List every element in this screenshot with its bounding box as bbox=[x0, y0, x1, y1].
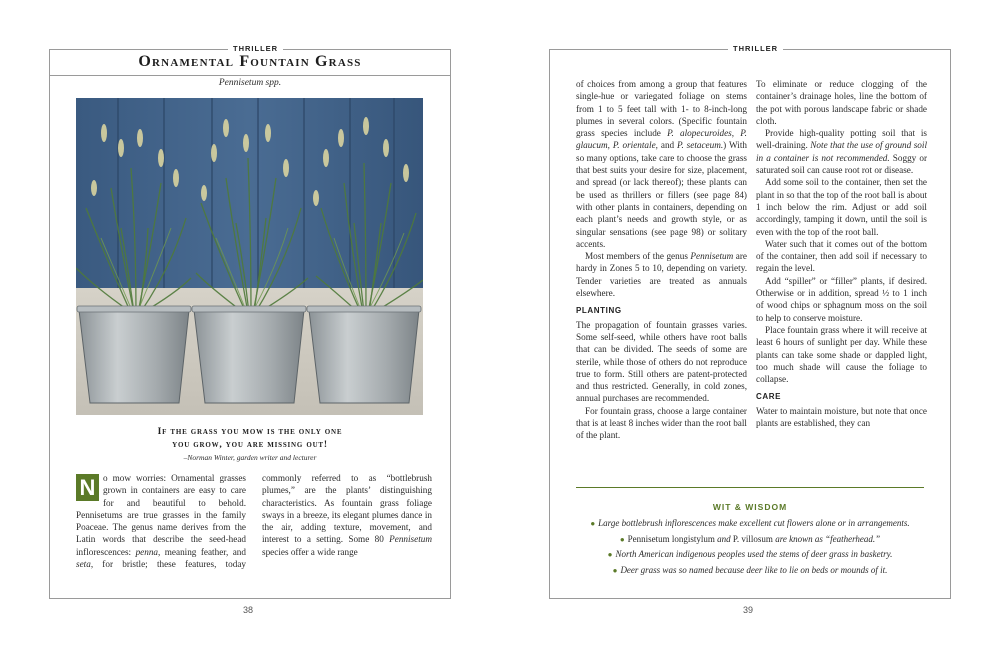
quote-line-1: If the grass you mow is the only one bbox=[157, 427, 343, 437]
wit-wisdom-heading: WIT & WISDOM bbox=[712, 502, 788, 512]
page-number-right: 39 bbox=[743, 605, 754, 615]
bullet-icon: ● bbox=[612, 565, 618, 575]
bullet-icon: ● bbox=[607, 550, 613, 559]
wit-wisdom-divider bbox=[576, 487, 924, 488]
right-page bbox=[549, 44, 951, 599]
paragraph: Add some soil to the container, then set the plant in so that the top of the root ball is about 1 inch below the rim. Adjust or add soil accordingly, tamping it down, until the soil is even with the top of the root ball. bbox=[756, 177, 927, 237]
wit-wisdom-list bbox=[560, 516, 940, 578]
section-heading-planting: PLANTING bbox=[576, 306, 622, 316]
paragraph: Water such that it comes out of the bottom of the container, then add soil if necessary to regain the level. bbox=[756, 238, 927, 274]
page-number-left: 38 bbox=[243, 605, 254, 615]
intro-columns bbox=[76, 472, 432, 572]
bullet-icon: ● bbox=[590, 519, 596, 528]
section-label: THRILLER bbox=[728, 43, 783, 55]
paragraph: The propagation of fountain grasses varies. Some self-seed, while others have root balls that can be divided. The seeds of some are sterile, while those of others do not reproduce true to form. Still others are patent-protected and thus restricted. Generally, in cold zones, annual purchases are recommended. bbox=[576, 319, 747, 404]
list-item: ● Large bottlebrush inflorescences make excellent cut flowers alone or in arrangements. bbox=[590, 518, 910, 528]
paragraph: Most members of the genus Pennisetum are hardy in Zones 5 to 10, depending on variety. Tender varieties are treated as annuals elsewhere. bbox=[576, 251, 747, 299]
left-page bbox=[49, 44, 451, 599]
drop-cap: N bbox=[76, 474, 99, 501]
pull-quote bbox=[90, 426, 410, 462]
text-column-2 bbox=[756, 78, 927, 429]
section-heading-care: CARE bbox=[756, 392, 782, 402]
list-item: ● Deer grass was so named because deer like to lie on beds or mounds of it. bbox=[612, 564, 888, 575]
section-label: THRILLER bbox=[228, 43, 283, 55]
paragraph: Provide high-quality potting soil that is well-draining. Note that the use of ground soil in a container is not recommended. Soggy or saturated soil can cause root rot or disease. bbox=[756, 128, 927, 176]
list-item: ● North American indigenous peoples used the stems of deer grass in basketry. bbox=[607, 549, 893, 559]
paragraph: Place fountain grass where it will receive at least 6 hours of sunlight per day. While these plants can take some shade or dappled light, too much shade will cause the foliage to collapse. bbox=[756, 324, 927, 385]
scientific-name: Pennisetum spp. bbox=[218, 78, 282, 88]
paragraph: Water to maintain moisture, but note that once plants are established, they can bbox=[756, 405, 927, 429]
quote-line-2: you grow, you are missing out! bbox=[172, 440, 328, 450]
text-column-1 bbox=[576, 78, 747, 442]
paragraph: To eliminate or reduce clogging of the container’s drainage holes, line the bottom of the pot with porous landscape fabric or shade cloth. bbox=[756, 79, 927, 126]
intro-paragraph: N o mow worries: Ornamental grasses grown in containers are easy to care for and beautiful to behold. Pennisetums are true grasses in the family Poaceae. The genus name derives from the Latin words that describe the seed-head inflorescences: penna, meaning feather, and seta, for bristle; these features, today commonly referred to as “bottlebrush plumes,” are the plants’ distinguishing characteristics. As fountain grass foliage sways in a breeze, its elegant plumes dance in the air, adding texture, movement, and interest to a setting. Some 80 Pennisetum species offer a wide range bbox=[76, 473, 432, 570]
list-item: ● Pennisetum longistylum and P. villosum are known as “featherhead.” bbox=[619, 533, 881, 544]
paragraph: Add “spiller” or “filler” plants, if desired. Otherwise or in addition, spread ½ to 1 inch of wood chips or sphagnum moss on the soil to help to conserve moisture. bbox=[756, 275, 927, 323]
paragraph: of choices from among a group that features single-hue or variegated foliage on stems from 1 to 5 feet tall with 1- to 8-inch-long plumes in several colors. (Specific fountain grass species include P. alopecuroides, P. glaucum, P. orientale, and P. setaceum.) With so many options, take care to choose the grass that best suits your desire for size, placement, and spread (or lack thereof); these plants can be used as thrillers or fillers (see page 84) with other plants in containers, depending on each plant’s needs and growth style, or as singular sensations (see page 98) or solitary accents. bbox=[576, 79, 747, 249]
paragraph: For fountain grass, choose a large container that is at least 8 inches wider than the root ball of the plant. bbox=[576, 405, 747, 441]
page-title: Ornamental Fountain Grass bbox=[138, 53, 362, 70]
fountain-grass-photo bbox=[76, 98, 423, 415]
bullet-icon: ● bbox=[619, 534, 625, 544]
quote-attribution: –Norman Winter, garden writer and lecturer bbox=[183, 453, 317, 462]
title-divider bbox=[50, 75, 450, 76]
